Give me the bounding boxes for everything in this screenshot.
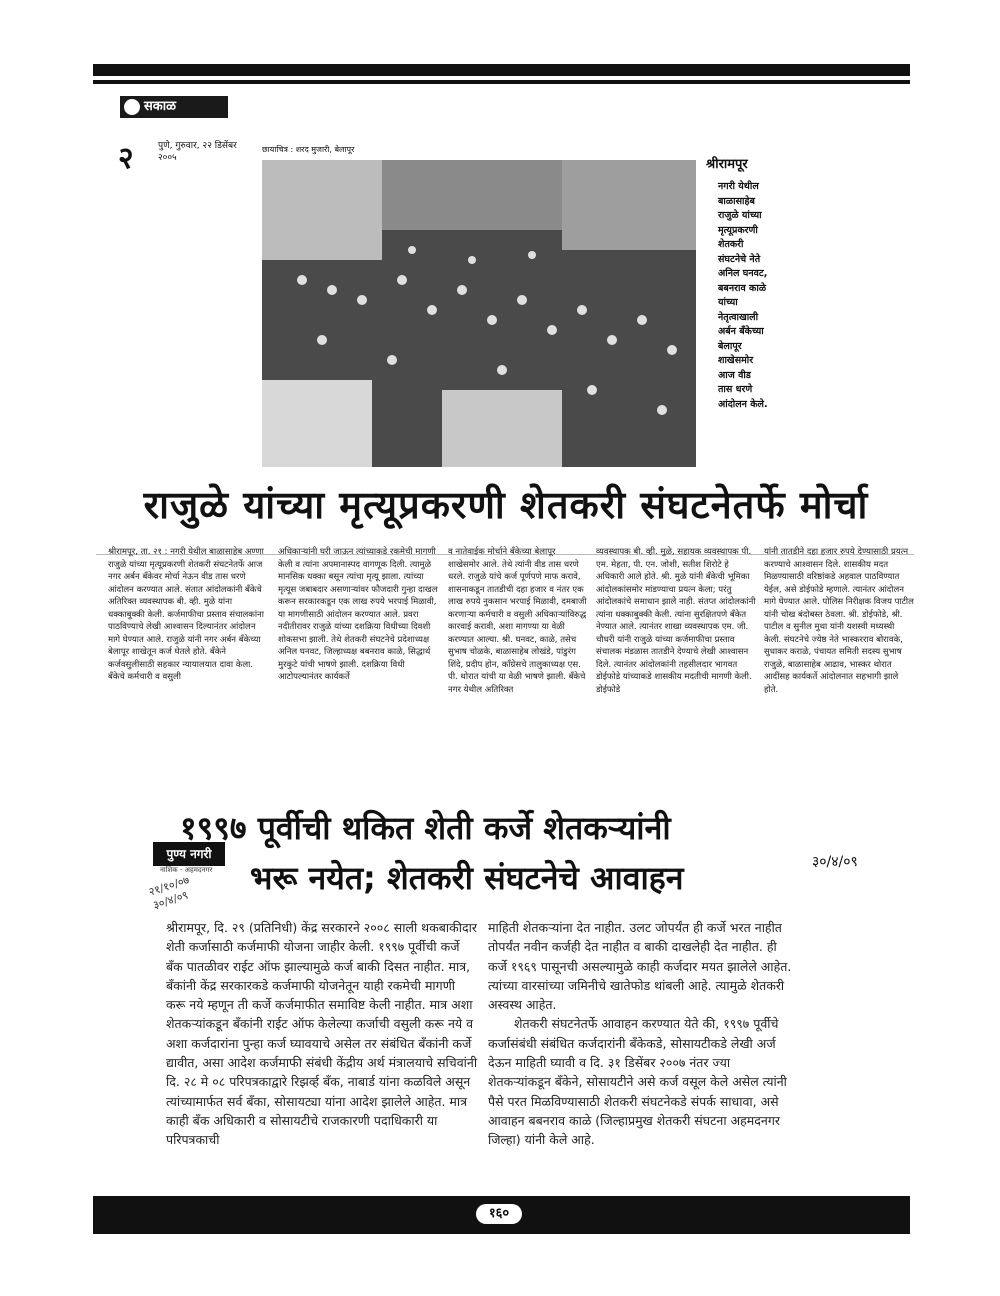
article-column-1: श्रीरामपूर, ता. २१ : नगरी येथील बाळासाहेब अण्णा राजुळे यांच्या मृत्यूप्रकरणी शेतकरी संघटनेतर्फे आज नगर अर्बन बँकेवर मोर्चा नेऊन वीड तास धरणे आंदोलन करण्यात आले. संतात आंदोलकांनी बँकेचे अतिरिक्त व्यवस्थापक बी. व्ही. मुळे यांना धक्काबुक्की केली. कर्जमाफीचा प्रस्ताव संचालकांना पाठविण्याचे लेखी आश्वासन दिल्यानंतर आंदोलन मागे घेण्यात आले. राजुळे यांनी नगर अर्बन बँकेच्या बेलापूर शाखेतून कर्ज घेतले होते. बँकेने कर्जवसुलीसाठी सहकार न्यायालयात दावा केला. बँकेचे कर्मचारी व वसुली <box>108 547 264 682</box>
masthead-subtitle: नाशिक - अहमदनगर <box>160 866 213 874</box>
masthead-title: सकाळ <box>144 99 177 114</box>
punya-nagari-masthead: पुण्य नगरी <box>153 842 225 866</box>
page-folio: १६० <box>476 1204 522 1224</box>
paragraph: शेतकरी संघटनेतर्फे आवाहन करण्यात येते की, १९९७ पूर्वीचे कर्जासंबंधी संबंधित कर्जदारांनी बँकेकडे, सोसायटीकडे लेखी अर्ज देऊन माहिती घ्यावी व दि. ३१ डिसेंबर २००७ नंतर ज्या शेतकऱ्यांकडून बँकेने, सोसायटीने असे कर्ज वसूल केले असेल त्यांनी पैसे परत मिळविण्यासाठी शेतकरी संघटनेकडे संपर्क साधावा, असे आवाहन बबनराव काळे (जिल्हाप्रमुख शेतकरी संघटना अहमदनगर जिल्हा) यांनी केले आहे. <box>488 1016 787 1148</box>
headline-bottom-line1: १९९७ पूर्वीची थकित शेती कर्जे शेतकऱ्यांनी <box>180 809 671 847</box>
photo-building <box>262 160 382 260</box>
article-column-3: व नातेवाईक मोर्चाने बँकेच्या बेलापूर शाखेसमोर आले. तेथे त्यांनी वीड तास धरणे धरले. राजुळे यांचे कर्ज पूर्णपणे माफ करावे, शासनाकडून तातडीची दहा हजार व नंतर एक लाख रुपये नुकसान भरपाई मिळावी, दमबाजी करणाऱ्या कर्मचारी व वसुली अधिकाऱ्यांविरुद्ध कारवाई करावी, अशा मागण्या या वेळी करण्यात आल्या. श्री. घनवट, काळे, तसेच सुभाष चोळके, बाळासाहेब लोखंडे, पांडुरंग शिंदे, प्रदीप होन, काँग्रेसचे तालुकाध्यक्ष एस. पी. थोरात यांची या वेळी भाषणे झाली. बँकेचे नगर येथील अतिरिक्त <box>448 547 587 695</box>
handwritten-note: २१/१०/०७ ३०/४/०९ <box>147 873 191 912</box>
sakal-masthead <box>120 96 228 118</box>
article-column-4: व्यवस्थापक बी. व्ही. मुळे, सहायक व्यवस्थापक पी. एम. मेहता, पी. एन. जोशी, सतीश शिरोटे हे अधिकारी आले होते. श्री. मुळे यांनी बँकेची भूमिका आंदोलकांसमोर मांडण्याचा प्रयत्न केला; परंतु आंदोलकांचे समाधान झाले नाही. संतप्त आंदोलकांनी त्यांना धक्काबुक्की केली. त्यांना सुरक्षितपणे बँकेत नेण्यात आले. त्यानंतर शाखा व्यवस्थापक एम. जी. चौधरी यांनी राजुळे यांच्या कर्जमाफीचा प्रस्ताव संचालक मंडळास तातडीने देण्याचे लेखी आश्वासन दिले. त्यानंतर आंदोलकांनी तहसीलदार भागवत डोईफोडे यांच्याकडे शासकीय मदतीची मागणी केली. डोईफोडे <box>596 547 756 695</box>
top-rule <box>93 64 910 76</box>
photo-credit: छायाचित्र : शरद मुजारी, बेलापूर <box>262 145 355 154</box>
dateline: पुणे, गुरुवार, २२ डिसेंबर २००५ <box>158 141 237 163</box>
protest-photo <box>262 160 696 467</box>
headline-bottom-line2: भरू नयेत; शेतकरी संघटनेचे आवाहन <box>250 859 684 897</box>
handwritten-date: ३०/४/०९ <box>812 854 858 870</box>
sun-logo-icon <box>124 99 140 115</box>
article-right-column <box>488 918 792 1150</box>
page-number: २ <box>118 141 134 176</box>
caption-place: श्रीरामपूर <box>706 157 748 172</box>
paragraph: श्रीरामपूर, दि. २९ (प्रतिनिधी) केंद्र सरकारने २००८ साली थकबाकीदार शेती कर्जासाठी कर्जमाफी योजना जाहीर केली. १९९७ पूर्वीची कर्जे बँक पातळीवर राईट ऑफ झाल्यामुळे कर्ज बाकी दिसत नाहीत. मात्र, बँकांनी केंद्र सरकारकडे कर्जमाफी योजनेतून याही रकमेची मागणी करू नये म्हणून ती कर्जे कर्जमाफीत समाविष्ट केली नाहीत. मात्र अशा शेतकऱ्यांकडून बँकांनी राईट ऑफ केलेल्या कर्जाची वसुली करू नये व अशा कर्जदारांना पुन्हा कर्ज घ्यावयाचे असेल तर संबंधित बँकांनी कर्जे द्यावीत, असा आदेश कर्जमाफी संबंधी केंद्रीय अर्थ मंत्रालयाचे सचिवांनी दि. २८ मे ०८ परिपत्रकाद्वारे रिझर्व्ह बँक, नाबार्ड यांना कळविले असून त्यांच्यामार्फत सर्व बँका, सोसायट्या यांना आदेश झालेले आहेत. मात्र काही बँक अधिकारी व सोसायटीचे राजकारणी पदाधिकारी या परिपत्रकाची <box>166 920 478 1148</box>
article-column-5: यांनी तातडीने दहा हजार रुपये देण्यासाठी प्रयत्न करण्याचे आश्वासन दिले. शासकीय मदत मिळण्यासाठी वरिष्ठांकडे अहवाल पाठविण्यात येईल, असे डोईफोडे म्हणाले. त्यानंतर आंदोलन मागे घेण्यात आले. पोलिस निरीक्षक विजय पाटील यांनी चोख बंदोबस्त ठेवला. श्री. डोईफोडे, श्री. पाटील व सुनील मुथा यांनी यशस्वी मध्यस्थी केली. संघटनेचे ज्येष्ठ नेते भास्करराव बोरावके, सुधाकर कराळे, पंचायत समिती सदस्य सुभाष राजुळे, बाळासाहेब आढाव, भास्कर थोरात आदींसह कार्यकर्ते आंदोलनात सहभागी झाले होते. <box>764 547 914 695</box>
photo-tent <box>262 380 372 467</box>
paragraph: माहिती शेतकऱ्यांना देत नाहीत. उलट जोपर्यंत ही कर्जे भरत नाहीत तोपर्यंत नवीन कर्जही देत नाहीत व बाकी दाखलेही देत नाहीत. ही कर्जे १९६९ पासूनची असल्यामुळे काही कर्जदार मयत झालेले आहेत. त्यांच्या वारसांच्या जमिनीचे खातेफोड थांबली आहे. त्यामुळे शेतकरी अस्वस्थ आहेत. <box>488 920 792 1013</box>
article-left-column <box>166 918 478 1150</box>
photo-caption: नगरी येथील बाळासाहेब राजुळे यांच्या मृत्यूप्रकरणी शेतकरी संघटनेचे नेते अनिल घनवट, बबनराव काळे यांच्या नेतृत्वाखाली अर्बन बँकेच्या बेलापूर शाखेसमोर आज वीड तास धरणे आंदोलन केले. <box>718 181 768 410</box>
headline-top: राजुळे यांच्या मृत्यूप्रकरणी शेतकरी संघटनेतर्फे मोर्चा <box>143 483 869 527</box>
photo-vehicle <box>442 390 562 467</box>
photo-building <box>562 160 696 250</box>
top-rule-thin <box>93 80 910 84</box>
article-column-2: अधिकाऱ्यांनी घरी जाऊन त्यांच्याकडे रकमेची मागणी केली व त्यांना अपमानास्पद वागणूक दिली. त्यामुळे मानसिक धक्का बसून त्यांचा मृत्यू झाला. त्यांच्या मृत्यूस जबाबदार असणाऱ्यांवर फौजदारी गुन्हा दाखल करून सरकारकडून एक लाख रुपये भरपाई मिळावी, या मागणीसाठी आंदोलन करण्यात आले. प्रवरा नदीतीरावर राजुळे यांच्या दशक्रिया विधीच्या दिवशी शोकसभा झाली. तेथे शेतकरी संघटनेचे प्रदेशाध्यक्ष अनिल घनवट, जिल्हाध्यक्ष बबनराव काळे, सिद्धार्थ मुरकुटे यांची भाषणे झाली. दशक्रिया विधी आटोपल्यानंतर कार्यकर्ते <box>278 547 438 682</box>
